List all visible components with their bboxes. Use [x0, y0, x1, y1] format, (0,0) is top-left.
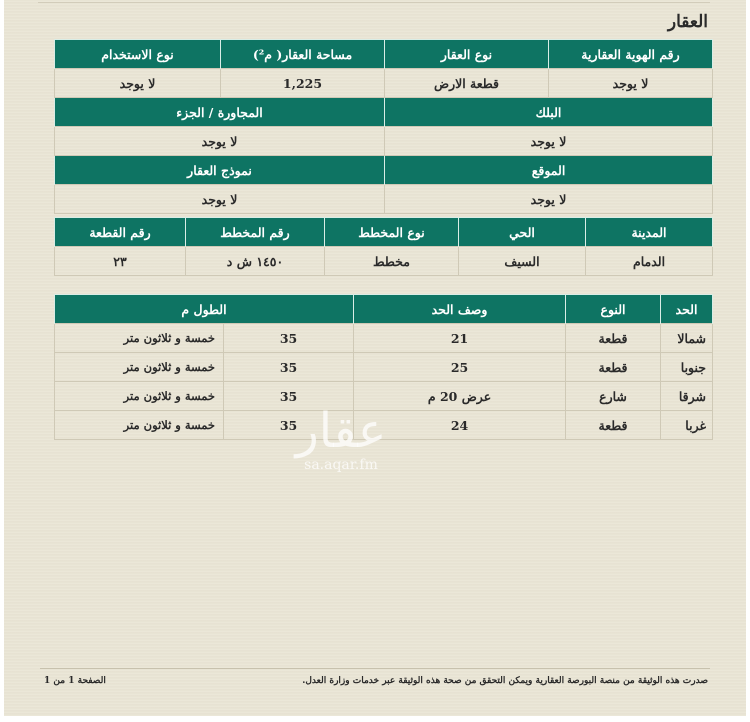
boundary-direction: شمالا: [661, 324, 713, 353]
table-header-row: [55, 98, 713, 127]
value-property-area: 1,225: [221, 69, 385, 98]
boundary-type: قطعة: [566, 353, 661, 382]
property-info-table: [54, 39, 713, 214]
document-page: [4, 0, 746, 716]
boundary-description: عرض 20 م: [354, 382, 566, 411]
header-location: الموقع: [385, 156, 713, 185]
header-property-area: مساحة العقار( م²): [221, 40, 385, 69]
table-row: [55, 324, 713, 353]
table-row: [55, 185, 713, 214]
value-location: لا يوجد: [385, 185, 713, 214]
header-city: المدينة: [586, 218, 713, 247]
value-city: الدمام: [586, 247, 713, 276]
table-header-row: [55, 156, 713, 185]
location-table: [54, 217, 713, 276]
boundary-type: شارع: [566, 382, 661, 411]
footer-note: صدرت هذه الوثيقة من منصة البورصة العقارية ويمكن التحقق من صحة هذه الوثيقة عبر خدمات وزارة العدل.: [302, 676, 708, 686]
header-plot-number: رقم القطعة: [55, 218, 186, 247]
header-property-model: نموذج العقار: [55, 156, 385, 185]
header-block: البلك: [385, 98, 713, 127]
header-direction: الحد: [661, 295, 713, 324]
boundary-length: 35: [224, 411, 354, 440]
value-property-id: لا يوجد: [549, 69, 713, 98]
table-row: [55, 127, 713, 156]
table-row: [55, 69, 713, 98]
boundary-description: 25: [354, 353, 566, 382]
watermark-url: sa.aqar.fm: [304, 457, 378, 473]
aqar-watermark: [276, 405, 406, 495]
value-district: السيف: [459, 247, 586, 276]
table-row: [55, 353, 713, 382]
footer-divider: [40, 668, 710, 669]
boundary-length: 35: [224, 353, 354, 382]
header-plan-number: رقم المخطط: [186, 218, 325, 247]
header-neighborhood-part: المجاورة / الجزء: [55, 98, 385, 127]
section-title: العقار: [667, 12, 708, 32]
table-header-row: [55, 295, 713, 324]
boundary-description: 24: [354, 411, 566, 440]
value-plan-number: ١٤٥٠ ش د: [186, 247, 325, 276]
header-property-id: رقم الهوية العقارية: [549, 40, 713, 69]
boundary-length-words: خمسة و ثلاثون متر: [55, 411, 224, 440]
value-plan-type: مخطط: [325, 247, 459, 276]
boundary-direction: غربا: [661, 411, 713, 440]
table-header-row: [55, 218, 713, 247]
boundary-direction: شرقا: [661, 382, 713, 411]
header-district: الحي: [459, 218, 586, 247]
boundary-direction: جنوبا: [661, 353, 713, 382]
value-neighborhood-part: لا يوجد: [55, 127, 385, 156]
header-property-type: نوع العقار: [385, 40, 549, 69]
boundary-length-words: خمسة و ثلاثون متر: [55, 324, 224, 353]
boundary-length-words: خمسة و ثلاثون متر: [55, 353, 224, 382]
table-header-row: [55, 40, 713, 69]
table-row: [55, 247, 713, 276]
boundary-length: 35: [224, 324, 354, 353]
header-usage-type: نوع الاستخدام: [55, 40, 221, 69]
value-property-model: لا يوجد: [55, 185, 385, 214]
header-type: النوع: [566, 295, 661, 324]
value-block: لا يوجد: [385, 127, 713, 156]
page-indicator: الصفحة 1 من 1: [44, 676, 106, 686]
boundary-type: قطعة: [566, 411, 661, 440]
header-length: الطول م: [55, 295, 354, 324]
top-divider: [38, 0, 710, 3]
boundary-description: 21: [354, 324, 566, 353]
value-plot-number: ٢٣: [55, 247, 186, 276]
value-usage-type: لا يوجد: [55, 69, 221, 98]
header-description: وصف الحد: [354, 295, 566, 324]
boundary-length-words: خمسة و ثلاثون متر: [55, 382, 224, 411]
value-property-type: قطعة الارض: [385, 69, 549, 98]
boundary-length: 35: [224, 382, 354, 411]
watermark-logo: عقار: [295, 403, 387, 459]
boundary-type: قطعة: [566, 324, 661, 353]
header-plan-type: نوع المخطط: [325, 218, 459, 247]
